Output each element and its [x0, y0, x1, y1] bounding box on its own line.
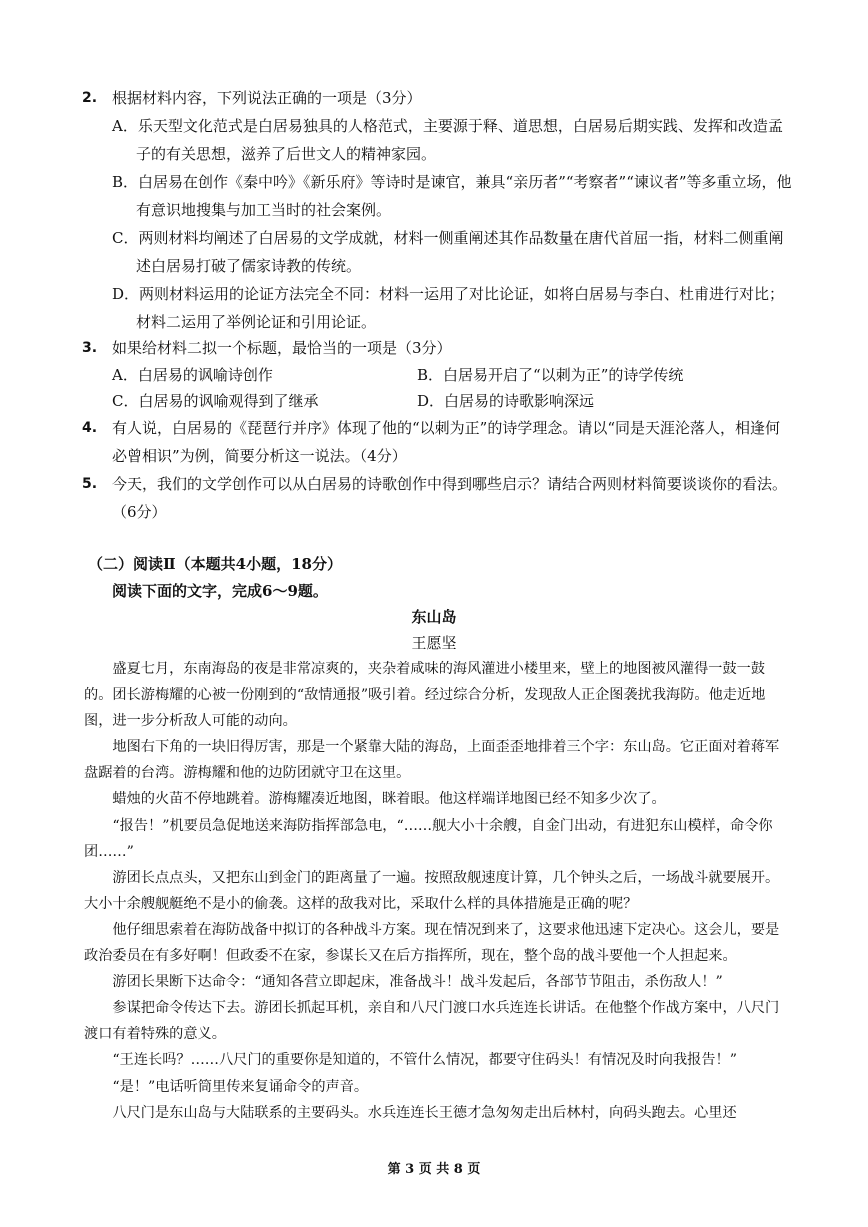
question-2: [82, 84, 794, 336]
story-paragraph: “王连长吗？……八尺门的重要你是知道的，不管什么情况，都要守住码头！有情况及时向我报告！”: [112, 1052, 737, 1069]
section-instruction: 阅读下面的文字，完成6～9题。: [112, 582, 328, 600]
option-d: D．白居易的诗歌影响深远: [417, 392, 595, 410]
story-paragraph: 八尺门是东山岛与大陆联系的主要码头。水兵连连长王德才急匆匆走出后林村，向码头跑去。心里还: [112, 1104, 737, 1121]
story-author: 王愿坚: [411, 634, 457, 652]
question-stem: 今天，我们的文学创作可以从白居易的诗歌创作中得到哪些启示？请结合两则材料简要谈谈你的看法。（6分）: [112, 475, 788, 521]
question-stem: 根据材料内容，下列说法正确的一项是（3分）: [112, 89, 422, 107]
story-paragraph: 参谋把命令传达下去。游团长抓起耳机，亲自和八尺门渡口水兵连连长讲话。在他整个作战方案中，八尺门渡口有着特殊的意义。: [84, 1000, 780, 1043]
question-number: 5.: [82, 476, 98, 492]
story-paragraph: “是！”电话听筒里传来复诵命令的声音。: [112, 1078, 369, 1095]
question-5: [82, 470, 794, 526]
story-paragraph: 游团长点点头，又把东山到金门的距离量了一遍。按照敌舰速度计算，几个钟头之后，一场战斗就要展开。大小十余艘舰艇绝不是小的偷袭。这样的敌我对比，采取什么样的具体措施是正确的呢？: [84, 869, 780, 912]
question-number: 4.: [82, 420, 98, 436]
story-body: [84, 656, 790, 1126]
question-stem: 有人说，白居易的《琵琶行并序》体现了他的“以刺为正”的诗学理念。请以“同是天涯沦落人，相逢何必曾相识”为例，简要分析这一说法。（4分）: [112, 419, 781, 465]
option-b: B．白居易在创作《秦中吟》《新乐府》等诗时是谏官，兼具“亲历者”“考察者”“谏议者”等多重立场，他有意识地搜集与加工当时的社会案例。: [112, 173, 792, 219]
option-a: A．乐天型文化范式是白居易独具的人格范式，主要源于释、道思想，白居易后期实践、发挥和改造孟子的有关思想，滋养了后世文人的精神家园。: [112, 117, 783, 163]
story-paragraph: 他仔细思索着在海防战备中拟订的各种战斗方案。现在情况到来了，这要求他迅速下定决心。这会儿，要是政治委员在有多好啊！但政委不在家，参谋长又在后方指挥所，现在，整个岛的战斗要他一个人担起来。: [84, 921, 780, 965]
story-paragraph: 游团长果断下达命令：“通知各营立即起床，准备战斗！战斗发起后，各部节节阻击，杀伤敌人！”: [112, 974, 723, 991]
story-paragraph: 地图右下角的一块旧得厉害，那是一个紧靠大陆的海岛，上面歪歪地排着三个字：东山岛。它正面对着蒋军盘踞着的台湾。游梅耀和他的边防团就守卫在这里。: [84, 739, 780, 782]
option-c: C．两则材料均阐述了白居易的文学成就，材料一侧重阐述其作品数量在唐代首屈一指，材料二侧重阐述白居易打破了儒家诗教的传统。: [112, 229, 784, 275]
option-c: C．白居易的讽喻观得到了继承: [112, 392, 319, 410]
section-title: （二）阅读Ⅱ（本题共4小题，18分）: [88, 555, 342, 573]
option-a: A．白居易的讽喻诗创作: [112, 366, 273, 384]
story-title: 东山岛: [411, 608, 457, 626]
options-row-1: [112, 362, 794, 388]
option-b: B．白居易开启了“以刺为正”的诗学传统: [417, 366, 684, 384]
question-number: 2.: [82, 90, 98, 106]
story-paragraph: “报告！”机要员急促地送来海防指挥部急电，“……舰大小十余艘，自金门出动，有进犯东山模样，命令你团……”: [84, 817, 773, 860]
question-number: 3.: [82, 340, 98, 356]
story-paragraph: 盛夏七月，东南海岛的夜是非常凉爽的，夹杂着咸味的海风灌进小楼里来，壁上的地图被风灌得一鼓一鼓的。团长游梅耀的心被一份刚到的“敌情通报”吸引着。经过综合分析，发现敌人正企图袭扰我海防。他走近地图，进一步分析敌人可能的动向。: [84, 661, 766, 730]
page-footer: 第 3 页 共 8 页: [387, 1162, 481, 1177]
option-d: D．两则材料运用的论证方法完全不同：材料一运用了对比论证，如将白居易与李白、杜甫进行对比；材料二运用了举例论证和引用论证。: [112, 285, 785, 331]
story-paragraph: 蜡烛的火苗不停地跳着。游梅耀凑近地图，眯着眼。他这样端详地图已经不知多少次了。: [112, 791, 666, 808]
question-4: [82, 414, 794, 470]
options-row-2: [112, 388, 794, 414]
question-stem: 如果给材料二拟一个标题，最恰当的一项是（3分）: [112, 339, 452, 357]
question-3: [82, 334, 794, 414]
